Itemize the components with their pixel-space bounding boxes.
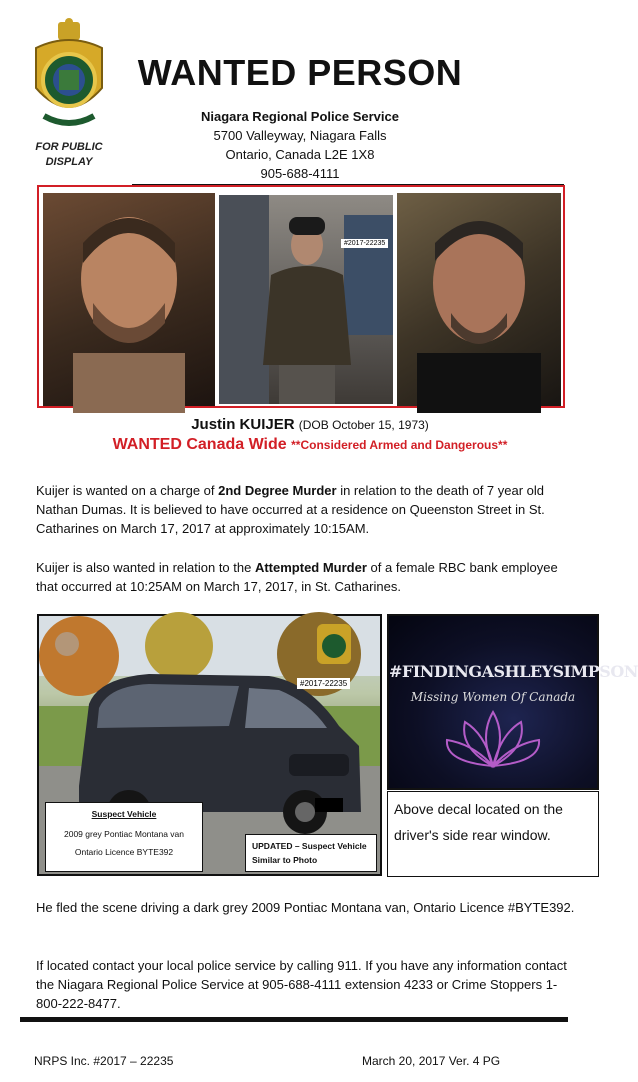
footer-date-version: March 20, 2017 Ver. 4 PG: [362, 1054, 501, 1068]
fled-scene-paragraph: He fled the scene driving a dark grey 2009 Pontiac Montana van, Ontario Licence #BYTE392.: [36, 900, 575, 915]
decal-subtitle: Missing Women Of Canada: [410, 690, 576, 704]
agency-address-line1: 5700 Valleyway, Niagara Falls: [213, 128, 387, 143]
footer-divider: [20, 1017, 568, 1022]
suspect-photo-3: [397, 193, 561, 406]
wanted-canada-wide: WANTED Canada Wide: [112, 436, 287, 453]
lotus-icon: [389, 616, 638, 788]
page-title: WANTED PERSON: [137, 52, 463, 93]
police-crest-logo: [26, 18, 112, 136]
agency-block: [130, 107, 470, 183]
agency-phone: 905-688-4111: [260, 166, 340, 181]
agency-address-line2: Ontario, Canada L2E 1X8: [225, 147, 375, 162]
decal-photo: [387, 614, 638, 790]
armed-dangerous-warning: **Considered Armed and Dangerous**: [291, 438, 508, 452]
subject-name: Justin KUIJER: [191, 416, 295, 433]
suspect-vehicle-photo: [37, 614, 382, 876]
vehicle-photo-id: #2017-22235: [297, 678, 350, 689]
suspect-vehicle-label: [45, 802, 203, 872]
suspect-photo-1: [43, 193, 215, 406]
contact-paragraph: If located contact your local police service by calling 911. If you have any information contact the Niagara Regional Police Service at 905-688-4111 extension 4233 or Crime Stoppers 1-800-222-8477.: [36, 958, 567, 1011]
surveillance-photo-id: #2017-22235: [341, 239, 388, 248]
agency-name: Niagara Regional Police Service: [201, 109, 399, 124]
footer-case-number: NRPS Inc. #2017 – 22235: [34, 1054, 174, 1068]
subject-name-line: [0, 416, 620, 433]
charge-paragraph-murder: Kuijer is wanted on a charge of 2nd Degree Murder in relation to the death of 7 year old Nathan Dumas. It is believed to have occurred at a residence on Queenston Street in St. Catharines on March 17, 2017 at approximately 10:15AM.: [36, 483, 545, 536]
decal-location-note: Above decal located on the driver's side rear window.: [387, 791, 599, 877]
wanted-line: [0, 436, 620, 454]
suspect-vehicle-heading: Suspect Vehicle: [91, 809, 157, 819]
suspect-vehicle-plate: Ontario Licence BYTE392: [74, 847, 174, 857]
updated-vehicle-note: UPDATED – Suspect Vehicle Similar to Photo: [245, 834, 377, 872]
public-display-note: FOR PUBLIC DISPLAY: [35, 141, 103, 168]
decal-hashtag: #FINDINGASHLEYSIMPSON: [389, 662, 638, 681]
charge-paragraph-attempted-murder: Kuijer is also wanted in relation to the Attempted Murder of a female RBC bank employee that occurred at 10:25AM on March 17, 2017, in St. Catharines.: [36, 560, 558, 594]
suspect-photo-strip: [37, 185, 565, 408]
suspect-vehicle-model: 2009 grey Pontiac Montana van: [63, 829, 185, 839]
suspect-photo-2-surveillance: [217, 193, 395, 406]
subject-dob: (DOB October 15, 1973): [298, 418, 429, 432]
